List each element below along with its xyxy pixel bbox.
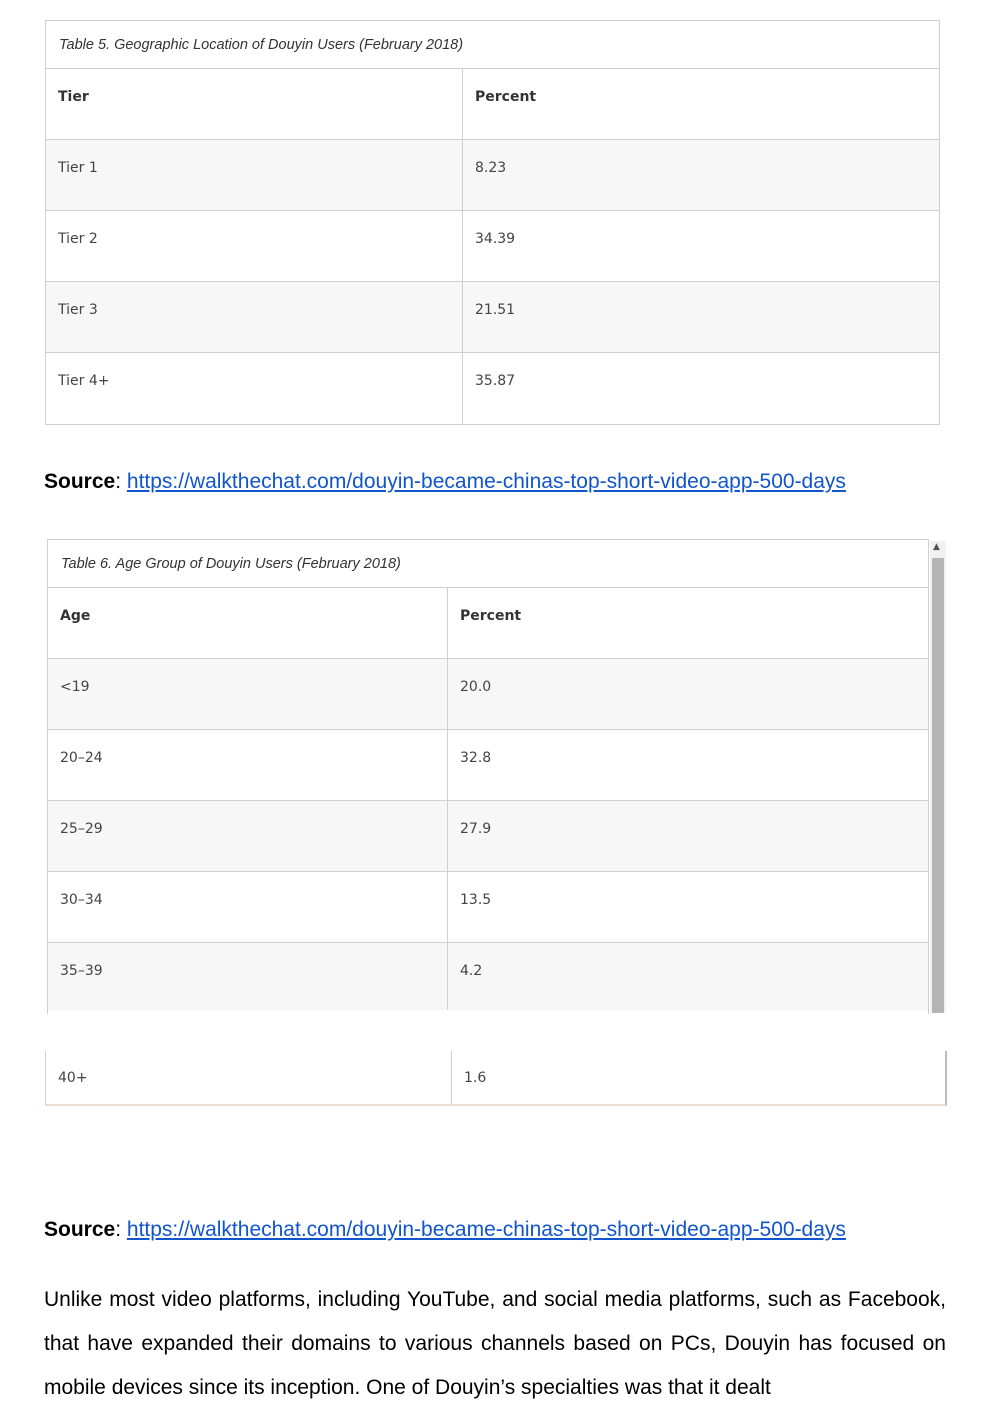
table-row — [48, 730, 928, 801]
table-geographic-location — [45, 20, 940, 425]
tier-cell: Tier 3 — [46, 282, 463, 352]
column-header-age: Age — [48, 588, 448, 658]
percent-cell: 20.0 — [460, 679, 492, 695]
table-row — [46, 353, 939, 424]
tier-cell: Tier 1 — [46, 140, 463, 210]
body-paragraph: Unlike most video platforms, including YouTube, and social media platforms, such as Facebook, that have expanded their domains to various channels based on PCs, Douyin has focused on mobile devices since its inception. One of Douyin’s specialties was that it dealt — [44, 1288, 946, 1399]
column-header-tier: Tier — [46, 69, 463, 139]
source-line — [44, 1218, 846, 1242]
source-label: Source — [44, 470, 116, 493]
table-row — [45, 1051, 947, 1106]
table-caption: Table 6. Age Group of Douyin Users (February 2018) — [48, 540, 928, 588]
percent-cell: 4.2 — [460, 963, 483, 979]
age-cell: 20–24 — [48, 730, 448, 800]
table-header-row — [48, 588, 928, 659]
table-age-group — [47, 539, 929, 1014]
age-cell: <19 — [48, 659, 448, 729]
source-link[interactable]: https://walkthechat.com/douyin-became-chinas-top-short-video-app-500-days — [126, 470, 846, 493]
table-header-row — [46, 69, 939, 140]
tier-cell: Tier 2 — [46, 211, 463, 281]
table-row — [48, 801, 928, 872]
column-header-percent: Percent — [460, 608, 522, 624]
table-row — [46, 282, 939, 353]
percent-cell: 21.51 — [475, 302, 516, 318]
age-cell: 35–39 — [48, 943, 448, 1010]
age-cell: 40+ — [46, 1051, 452, 1104]
table-row — [48, 943, 928, 1010]
scroll-up-arrow-icon[interactable]: ▲ — [933, 542, 940, 552]
source-colon: : — [115, 1218, 122, 1241]
percent-cell: 32.8 — [460, 750, 492, 766]
age-cell: 30–34 — [48, 872, 448, 942]
percent-cell: 13.5 — [460, 892, 492, 908]
tier-cell: Tier 4+ — [46, 353, 463, 424]
source-line — [44, 470, 846, 494]
table-caption: Table 5. Geographic Location of Douyin Users (February 2018) — [46, 21, 939, 69]
table-row — [48, 872, 928, 943]
source-label: Source — [44, 1218, 116, 1241]
table-row — [46, 211, 939, 282]
scrollbar-thumb[interactable] — [932, 558, 944, 1013]
table-scrollbar[interactable] — [930, 541, 946, 1013]
source-link[interactable]: https://walkthechat.com/douyin-became-chinas-top-short-video-app-500-days — [126, 1218, 846, 1241]
percent-cell: 1.6 — [464, 1070, 487, 1086]
source-colon: : — [115, 470, 122, 493]
table-row — [46, 140, 939, 211]
percent-cell: 27.9 — [460, 821, 492, 837]
percent-cell: 8.23 — [475, 160, 507, 176]
percent-cell: 35.87 — [475, 373, 516, 389]
table-row — [48, 659, 928, 730]
age-cell: 25–29 — [48, 801, 448, 871]
percent-cell: 34.39 — [475, 231, 516, 247]
column-header-percent: Percent — [475, 89, 537, 105]
